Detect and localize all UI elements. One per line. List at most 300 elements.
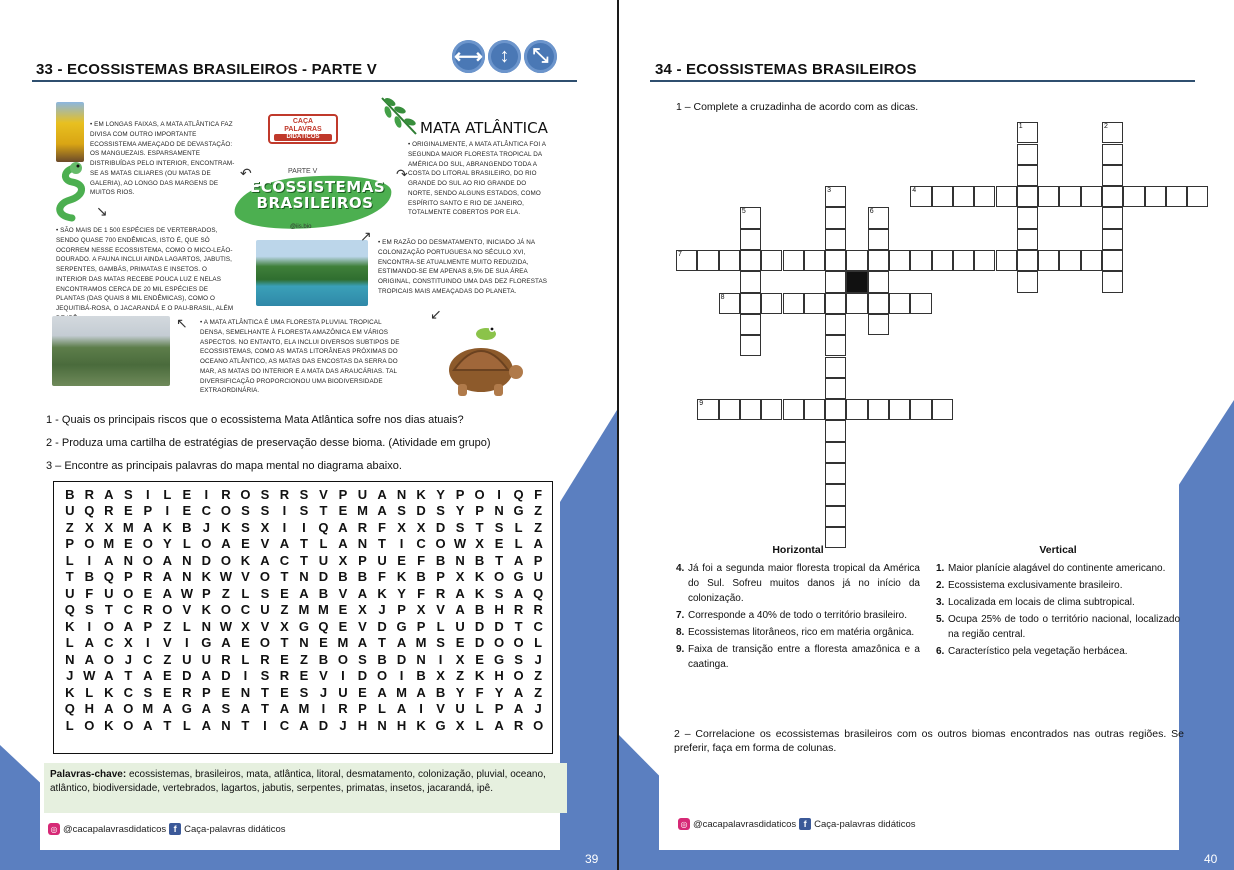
crossword-cell[interactable] [932,399,953,420]
word-search-letter[interactable]: T [319,503,328,519]
word-search-letter[interactable]: A [338,536,348,552]
word-search-letter[interactable]: N [299,635,309,651]
word-search-letter[interactable]: O [220,503,231,519]
word-search-letter[interactable]: C [279,552,290,568]
word-search-letter[interactable]: A [416,684,426,700]
word-search-letter[interactable]: A [162,552,173,568]
word-search-letter[interactable]: Q [513,486,524,502]
word-search-letter[interactable]: C [240,602,251,618]
word-search-letter[interactable]: R [84,486,94,502]
word-search-letter[interactable]: A [143,668,153,684]
instagram-handle[interactable]: @cacapalavrasdidaticos [693,818,797,830]
instagram-icon[interactable]: ◎ [678,818,690,830]
word-search-letter[interactable]: Z [221,585,230,601]
crossword-cell[interactable] [761,250,782,271]
crossword-cell[interactable] [1017,250,1038,271]
word-search-letter[interactable]: O [376,668,388,684]
word-search-letter[interactable]: A [123,618,133,634]
word-search-letter[interactable]: B [318,585,329,601]
word-search-letter[interactable]: R [279,486,290,502]
crossword-cell[interactable] [1017,271,1038,292]
word-search-letter[interactable]: O [84,536,95,552]
crossword-cell[interactable] [889,293,910,314]
word-search-letter[interactable]: X [241,618,250,634]
word-search-letter[interactable]: A [279,701,290,717]
word-search-letter[interactable]: L [65,635,74,651]
word-search-letter[interactable]: T [65,569,74,585]
word-search-letter[interactable]: Y [397,585,406,601]
word-search-letter[interactable]: K [201,602,212,618]
crossword-cell[interactable] [1187,186,1208,207]
word-search-letter[interactable]: O [513,668,524,684]
crossword-cell[interactable] [889,250,910,271]
word-search-letter[interactable]: G [494,651,505,667]
word-search-letter[interactable]: G [513,503,524,519]
crossword-cell[interactable] [846,250,867,271]
word-search-letter[interactable]: A [513,585,524,601]
crossword-cell[interactable] [1017,186,1038,207]
word-search-letter[interactable]: O [123,701,134,717]
word-search-letter[interactable]: R [533,602,543,618]
word-search-letter[interactable]: F [378,569,386,585]
word-search-letter[interactable]: X [475,536,484,552]
word-search-letter[interactable]: K [104,717,114,733]
word-search-letter[interactable]: P [65,536,75,552]
word-search-letter[interactable]: A [533,536,543,552]
crossword-cell[interactable] [825,506,846,527]
word-search-letter[interactable]: O [123,585,134,601]
crossword-cell[interactable] [740,250,761,271]
word-search-letter[interactable]: L [475,701,484,717]
word-search-letter[interactable]: L [65,552,74,568]
word-search-letter[interactable]: V [260,618,270,634]
word-search-letter[interactable]: P [397,602,406,618]
word-search-letter[interactable]: K [416,717,426,733]
word-search-letter[interactable]: K [240,552,251,568]
word-search-letter[interactable]: L [182,717,191,733]
word-search-letter[interactable]: A [201,701,212,717]
crossword-cell[interactable] [1102,250,1123,271]
word-search-letter[interactable]: D [357,668,368,684]
word-search-letter[interactable]: B [182,519,192,535]
word-search-letter[interactable]: N [299,569,309,585]
word-search-letter[interactable]: A [201,668,212,684]
word-search-letter[interactable]: R [143,602,153,618]
word-search-letter[interactable]: Z [534,668,543,684]
crossword-cell[interactable] [1102,271,1123,292]
crossword-cell[interactable] [996,186,1017,207]
word-search-letter[interactable]: M [103,536,115,552]
word-search-letter[interactable]: Q [84,503,95,519]
word-search-letter[interactable]: G [435,717,446,733]
word-search-letter[interactable]: B [65,486,75,502]
word-search-letter[interactable]: K [162,519,173,535]
word-search-letter[interactable]: A [455,602,465,618]
word-search-letter[interactable]: R [260,651,270,667]
word-search-letter[interactable]: T [260,701,269,717]
word-search-letter[interactable]: A [513,684,524,700]
word-search-letter[interactable]: O [162,602,173,618]
facebook-page[interactable]: Caça-palavras didáticos [184,823,286,835]
word-search-letter[interactable]: R [104,503,114,519]
word-search-letter[interactable]: G [513,569,524,585]
word-search-letter[interactable]: H [84,701,94,717]
word-search-letter[interactable]: I [497,486,501,502]
crossword-cell[interactable] [825,271,846,292]
word-search-letter[interactable]: N [357,536,368,552]
word-search-letter[interactable]: E [397,552,406,568]
crossword-cell[interactable] [1123,186,1144,207]
word-search-letter[interactable]: X [338,552,348,568]
word-search-letter[interactable]: A [84,635,94,651]
word-search-letter[interactable]: K [474,585,485,601]
word-search-letter[interactable]: P [202,684,211,700]
word-search-letter[interactable]: Z [163,651,172,667]
word-search-letter[interactable]: L [163,486,172,502]
word-search-letter[interactable]: O [513,635,524,651]
facebook-icon[interactable]: f [799,818,811,830]
word-search-letter[interactable]: Y [436,486,445,502]
word-search-letter[interactable]: L [182,536,191,552]
word-search-letter[interactable]: V [241,569,250,585]
crossword-cell[interactable] [1038,250,1059,271]
word-search-letter[interactable]: R [357,519,368,535]
word-search-letter[interactable]: L [319,536,328,552]
word-search-letter[interactable]: U [65,585,75,601]
crossword-cell[interactable] [1017,207,1038,228]
crossword-cell[interactable] [974,250,995,271]
crossword-cell[interactable] [825,207,846,228]
word-search-letter[interactable]: U [201,651,212,667]
crossword-cell[interactable] [868,293,889,314]
word-search-letter[interactable]: V [163,635,172,651]
word-search-letter[interactable]: R [513,602,524,618]
word-search-letter[interactable]: Y [163,536,172,552]
word-search-letter[interactable]: D [474,618,485,634]
word-search-letter[interactable]: B [416,569,426,585]
word-search-letter[interactable]: A [221,635,231,651]
crossword-cell[interactable] [1102,207,1123,228]
word-search-letter[interactable]: S [299,503,309,519]
word-search-letter[interactable]: P [143,618,153,634]
word-search-letter[interactable]: A [104,486,114,502]
word-search-letter[interactable]: X [260,519,270,535]
word-search-letter[interactable]: A [494,717,504,733]
crossword-cell[interactable] [1059,250,1080,271]
word-search-letter[interactable]: U [338,684,348,700]
crossword-cell[interactable] [1017,229,1038,250]
crossword-cell[interactable] [825,314,846,335]
crossword-cell[interactable] [910,399,931,420]
word-search-letter[interactable]: E [358,684,367,700]
word-search-letter[interactable]: W [453,536,467,552]
word-search-letter[interactable]: O [142,536,153,552]
crossword-cell[interactable] [1102,186,1123,207]
left-right-arrow-icon[interactable]: ⟷ [452,40,485,73]
word-search-letter[interactable]: V [319,668,328,684]
word-search-letter[interactable]: A [357,635,368,651]
word-search-letter[interactable]: A [84,651,94,667]
word-search-letter[interactable]: E [182,486,192,502]
word-search-letter[interactable]: P [123,569,133,585]
word-search-letter[interactable]: L [475,717,484,733]
word-search-letter[interactable]: Q [64,602,75,618]
crossword-cell[interactable] [804,293,825,314]
word-search-letter[interactable]: X [455,717,465,733]
word-search-letter[interactable]: J [534,651,542,667]
word-search-letter[interactable]: T [378,536,386,552]
word-search-letter[interactable]: X [436,668,445,684]
word-search-letter[interactable]: R [143,569,153,585]
word-search-letter[interactable]: B [318,651,329,667]
word-search-letter[interactable]: S [123,486,133,502]
word-search-letter[interactable]: I [146,486,150,502]
word-search-letter[interactable]: O [240,486,251,502]
word-search-letter[interactable]: A [377,684,387,700]
crossword-cell[interactable] [697,399,718,420]
word-search-letter[interactable]: E [163,684,172,700]
word-search-letter[interactable]: D [494,618,504,634]
word-search-letter[interactable]: A [143,519,153,535]
word-search-letter[interactable]: N [123,552,133,568]
diagonal-arrow-icon[interactable]: ⤡ [524,40,557,73]
word-search-letter[interactable]: G [396,618,407,634]
crossword-cell[interactable] [740,229,761,250]
word-search-letter[interactable]: B [474,602,485,618]
word-search-letter[interactable]: J [124,651,132,667]
crossword-cell[interactable] [825,335,846,356]
word-search-letter[interactable]: E [475,651,484,667]
word-search-letter[interactable]: K [416,486,426,502]
word-search-letter[interactable]: Z [534,503,543,519]
crossword-cell[interactable] [740,293,761,314]
word-search-letter[interactable]: V [319,486,328,502]
word-search-letter[interactable]: I [341,668,345,684]
word-search-letter[interactable]: M [357,503,368,519]
word-search-letter[interactable]: E [338,602,348,618]
word-search-letter[interactable]: V [436,701,445,717]
word-search-letter[interactable]: A [299,585,309,601]
word-search-letter[interactable]: X [455,651,465,667]
word-search-letter[interactable]: T [299,552,308,568]
word-search-letter[interactable]: J [534,701,542,717]
word-search-letter[interactable]: P [436,569,445,585]
word-search-letter[interactable]: A [299,717,309,733]
word-search-letter[interactable]: S [241,503,250,519]
word-search-letter[interactable]: L [241,651,250,667]
crossword-cell[interactable] [740,271,761,292]
word-search-letter[interactable]: L [514,536,523,552]
word-search-letter[interactable]: U [533,569,543,585]
crossword-cell[interactable] [825,293,846,314]
crossword-cell[interactable] [676,250,697,271]
word-search-letter[interactable]: Q [533,585,544,601]
crossword-cell[interactable] [825,484,846,505]
word-search-letter[interactable]: Q [64,701,75,717]
word-search-letter[interactable]: N [494,503,504,519]
word-search-letter[interactable]: U [455,701,465,717]
crossword-cell[interactable] [868,250,889,271]
word-search-letter[interactable]: C [123,602,133,618]
word-search-letter[interactable]: I [165,503,170,519]
crossword-cell[interactable] [783,399,804,420]
word-search-letter[interactable]: P [475,503,484,519]
word-search-letter[interactable]: S [514,651,523,667]
word-search-letter[interactable]: J [378,602,386,618]
word-search-letter[interactable]: S [260,585,270,601]
word-search-letter[interactable]: S [260,668,270,684]
instagram-icon[interactable]: ◎ [48,823,60,835]
word-search-letter[interactable]: E [299,668,309,684]
word-search-letter[interactable]: R [279,668,290,684]
word-search-letter[interactable]: I [419,701,423,717]
word-search-letter[interactable]: W [180,585,193,601]
word-search-letter[interactable]: T [475,519,484,535]
word-search-letter[interactable]: N [201,618,212,634]
word-search-letter[interactable]: M [122,519,134,535]
word-search-letter[interactable]: D [435,519,446,535]
word-search-letter[interactable]: I [204,486,209,502]
word-search-letter[interactable]: F [85,585,94,601]
word-search-letter[interactable]: B [435,552,446,568]
word-search-letter[interactable]: T [163,717,172,733]
word-search-letter[interactable]: L [65,717,74,733]
word-search-letter[interactable]: R [435,585,446,601]
word-search-letter[interactable]: I [87,618,92,634]
word-search-letter[interactable]: D [416,503,426,519]
word-search-letter[interactable]: O [201,536,212,552]
word-search-letter[interactable]: F [417,585,426,601]
word-search-letter[interactable]: L [436,618,445,634]
crossword-cell[interactable] [953,250,974,271]
word-search-letter[interactable]: T [495,552,504,568]
word-search-letter[interactable]: N [221,717,231,733]
crossword-cell[interactable] [1038,186,1059,207]
word-search-letter[interactable]: S [143,684,153,700]
word-search-letter[interactable]: O [435,536,446,552]
word-search-letter[interactable]: Z [534,519,543,535]
word-search-letter[interactable]: R [221,651,231,667]
word-search-letter[interactable]: F [475,684,484,700]
word-search-letter[interactable]: B [377,651,387,667]
word-search-letter[interactable]: O [494,635,505,651]
word-search-letter[interactable]: R [221,486,231,502]
word-search-letter[interactable]: P [494,701,504,717]
word-search-letter[interactable]: O [123,717,134,733]
word-search-letter[interactable]: T [124,668,133,684]
word-search-letter[interactable]: S [260,486,270,502]
crossword-cell[interactable] [719,293,740,314]
word-search-letter[interactable]: V [260,536,270,552]
crossword-cell[interactable] [953,186,974,207]
word-search-letter[interactable]: N [455,552,465,568]
word-search-letter[interactable]: F [378,519,386,535]
word-search-letter[interactable]: L [85,684,94,700]
word-search-letter[interactable]: A [357,585,368,601]
word-search-letter[interactable]: E [123,503,133,519]
word-search-letter[interactable]: E [123,536,133,552]
word-search-letter[interactable]: Z [163,618,172,634]
word-search-letter[interactable]: O [259,635,270,651]
word-search-letter[interactable]: O [337,651,349,667]
word-search-letter[interactable]: N [416,651,426,667]
word-search-letter[interactable]: K [474,668,485,684]
word-search-letter[interactable]: M [298,701,310,717]
word-search-letter[interactable]: U [318,552,329,568]
word-search-letter[interactable]: T [280,635,289,651]
word-search-letter[interactable]: T [378,635,386,651]
word-search-letter[interactable]: E [494,536,504,552]
crossword-cell[interactable] [868,314,889,335]
word-search-letter[interactable]: S [299,486,309,502]
word-search-letter[interactable]: Z [534,684,543,700]
word-search-letter[interactable]: S [358,651,367,667]
crossword-cell[interactable] [932,186,953,207]
word-search-letter[interactable]: K [474,569,485,585]
word-search-letter[interactable]: Y [455,503,465,519]
word-search-letter[interactable]: I [399,668,404,684]
word-search-letter[interactable]: M [415,635,427,651]
word-search-letter[interactable]: W [219,569,233,585]
word-search-letter[interactable]: X [397,519,406,535]
word-search-letter[interactable]: A [338,519,348,535]
instagram-handle[interactable]: @cacapalavrasdidaticos [63,823,167,835]
crossword-cell[interactable] [1102,165,1123,186]
crossword-cell[interactable] [932,250,953,271]
crossword-cell[interactable] [868,229,889,250]
crossword-cell[interactable] [783,293,804,314]
up-down-arrow-icon[interactable]: ↕ [488,40,521,73]
word-search-letter[interactable]: A [104,701,114,717]
crossword-cell[interactable] [825,399,846,420]
word-search-letter[interactable]: U [182,651,192,667]
word-search-letter[interactable]: S [84,602,94,618]
word-search-letter[interactable]: N [396,486,407,502]
word-search-letter[interactable]: G [298,618,309,634]
crossword-cell[interactable] [1017,144,1038,165]
crossword-cell[interactable] [719,399,740,420]
word-search-letter[interactable]: H [494,668,504,684]
word-search-letter[interactable]: A [279,536,290,552]
crossword-cell[interactable] [868,399,889,420]
word-search-letter[interactable]: B [357,569,368,585]
word-search-letter[interactable]: H [357,717,368,733]
word-search-letter[interactable]: A [513,552,524,568]
word-search-letter[interactable]: A [162,585,173,601]
word-search-letter[interactable]: Q [103,569,114,585]
word-search-letter[interactable]: M [337,635,349,651]
word-search-letter[interactable]: S [221,701,231,717]
word-search-letter[interactable]: Y [455,684,465,700]
word-search-letter[interactable]: P [533,552,543,568]
word-search-letter[interactable]: E [163,668,172,684]
crossword-cell[interactable] [868,271,889,292]
word-search-letter[interactable]: H [396,717,407,733]
word-search-letter[interactable]: X [455,569,465,585]
crossword-cell[interactable] [1017,122,1038,143]
crossword-cell[interactable] [1102,229,1123,250]
word-search-letter[interactable]: I [399,536,404,552]
word-search-letter[interactable]: T [241,717,250,733]
word-search-letter[interactable]: J [339,717,347,733]
word-search-letter[interactable]: I [438,651,443,667]
word-search-letter[interactable]: O [84,717,95,733]
crossword-cell[interactable] [825,250,846,271]
word-search-letter[interactable]: T [514,618,523,634]
crossword-cell[interactable] [740,314,761,335]
word-search-letter[interactable]: T [104,602,113,618]
crossword-cell[interactable] [804,250,825,271]
